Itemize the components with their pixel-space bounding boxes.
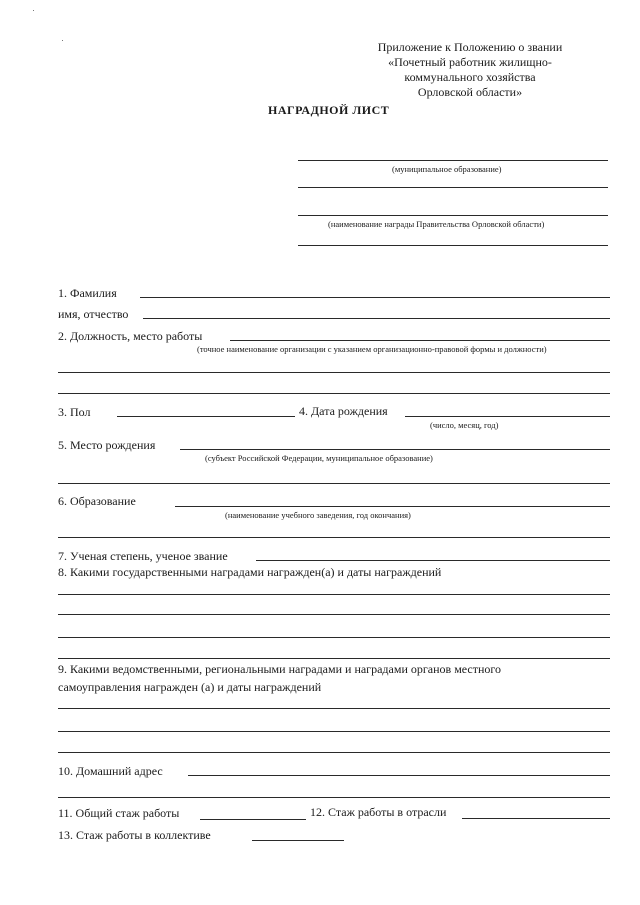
birth-date-field[interactable]: [405, 416, 610, 417]
sex-field[interactable]: [117, 416, 295, 417]
name-field[interactable]: [143, 318, 610, 319]
position-line-3[interactable]: [58, 393, 610, 394]
appendix-header-line: коммунального хозяйства: [404, 70, 536, 84]
dept-awards-line-3[interactable]: [58, 752, 610, 753]
birth-date-caption: (число, месяц, год): [430, 420, 499, 430]
state-awards-line-4[interactable]: [58, 658, 610, 659]
surname-field[interactable]: [140, 297, 610, 298]
address-line-2[interactable]: [58, 797, 610, 798]
dept-awards-line-2[interactable]: [58, 731, 610, 732]
education-field[interactable]: [175, 506, 610, 507]
appendix-header-line: «Почетный работник жилищно-: [388, 55, 552, 69]
birth-place-line-2[interactable]: [58, 483, 610, 484]
state-awards-line-1[interactable]: [58, 594, 610, 595]
sex-label: 3. Пол: [58, 405, 91, 419]
industry-experience-label: 12. Стаж работы в отрасли: [310, 805, 447, 819]
appendix-header-line: Приложение к Положению о звании: [377, 40, 563, 54]
address-field[interactable]: [188, 775, 610, 776]
position-field[interactable]: [230, 340, 610, 341]
degree-field[interactable]: [256, 560, 610, 561]
municipality-line[interactable]: [298, 160, 608, 161]
award-name-line[interactable]: [298, 215, 608, 216]
scan-speck: [33, 10, 34, 11]
industry-experience-field[interactable]: [462, 818, 610, 819]
scan-speck: [62, 40, 63, 41]
state-awards-line-2[interactable]: [58, 614, 610, 615]
team-experience-label: 13. Стаж работы в коллективе: [58, 828, 211, 842]
degree-label: 7. Ученая степень, ученое звание: [58, 549, 228, 563]
document-title: НАГРАДНОЙ ЛИСТ: [268, 103, 390, 117]
appendix-header-line: Орловской области»: [417, 85, 523, 99]
state-awards-label: 8. Какими государственными наградами награжден(а) и даты награждений: [58, 565, 442, 579]
birth-place-field[interactable]: [180, 449, 610, 450]
birth-date-label: 4. Дата рождения: [299, 404, 388, 418]
education-caption: (наименование учебного заведения, год окончания): [225, 510, 411, 520]
appendix-header: [345, 40, 595, 100]
birth-place-label: 5. Место рождения: [58, 438, 156, 452]
municipality-caption: (муниципальное образование): [392, 164, 502, 174]
dept-awards-line-1[interactable]: [58, 708, 610, 709]
education-line-2[interactable]: [58, 537, 610, 538]
education-label: 6. Образование: [58, 494, 136, 508]
total-experience-label: 11. Общий стаж работы: [58, 806, 180, 820]
award-name-caption: (наименование награды Правительства Орловской области): [328, 219, 545, 229]
name-label: имя, отчество: [58, 307, 129, 321]
dept-awards-label-2: самоуправления награжден (а) и даты награждений: [58, 680, 322, 694]
team-experience-field[interactable]: [252, 840, 344, 841]
state-awards-line-3[interactable]: [58, 637, 610, 638]
birth-place-caption: (субъект Российской Федерации, муниципальное образование): [205, 453, 433, 463]
address-label: 10. Домашний адрес: [58, 764, 163, 778]
position-line-2[interactable]: [58, 372, 610, 373]
dept-awards-label-1: 9. Какими ведомственными, региональными наградами и наградами органов местного: [58, 662, 502, 676]
surname-label: 1. Фамилия: [58, 286, 117, 300]
municipality-line-2[interactable]: [298, 187, 608, 188]
position-label: 2. Должность, место работы: [58, 329, 203, 343]
total-experience-field[interactable]: [200, 819, 306, 820]
position-caption: (точное наименование организации с указанием организационно-правовой формы и должности): [197, 344, 547, 354]
award-name-line-2[interactable]: [298, 245, 608, 246]
